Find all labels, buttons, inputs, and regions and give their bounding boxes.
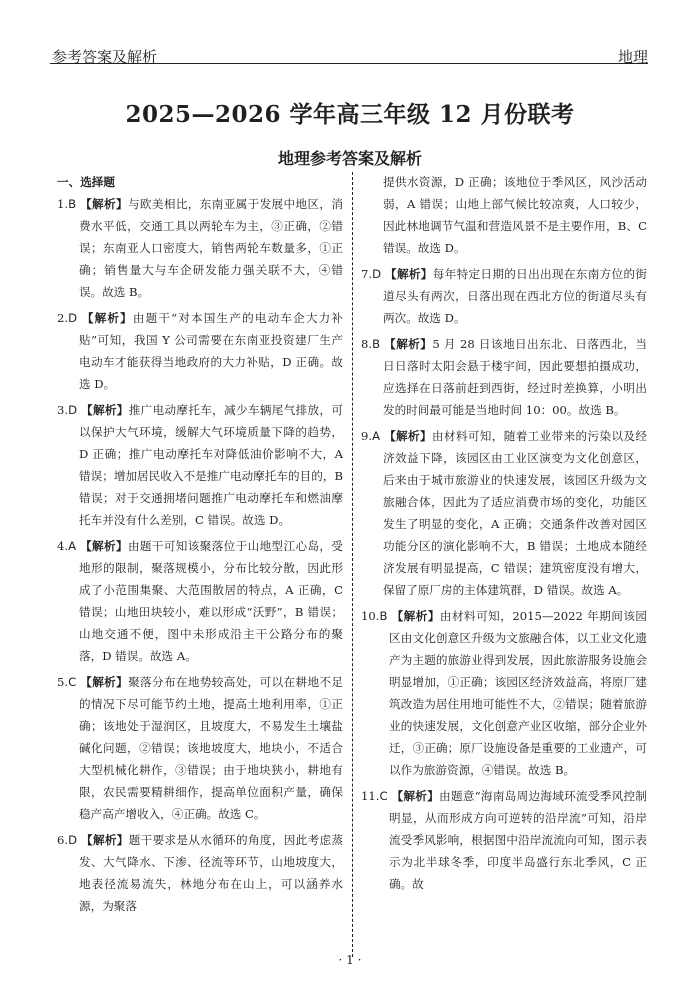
answer-item-6: 6.D 【解析】题干要求是从水循环的角度，因此考虑蒸发、大气降水、下渗、径流等环节，山地坡度大，地表径流易流失，林地分布在山上，可以涵养水源，为聚落	[57, 833, 343, 913]
analysis-text: 由题干“对本国生产的电动车企大力补贴”可知，我国 Y 公司需要在东南亚投资建厂生产电动车才能获得当地政府的大力补贴，D 正确。故选 D。	[79, 311, 343, 391]
analysis-tag: 【解析】	[80, 197, 128, 211]
column-divider	[352, 172, 353, 957]
answer-item-10: 10.B 【解析】由材料可知，2015—2022 年期间该园区由文化创意区升级为文旅融合体，以工业文化遗产为主题的旅游业得到发展，因此旅游服务设施会明显增加，①正确；该园区经济效益高，将原厂建筑改造为居住用地可能性不大，②错误；随着旅游业的快速发展，文化创意产业区收缩，部分企业外迁，③正确；原厂设施设备是重要的工业遗产，可以作为旅游资源，④错误。故选 B。	[361, 609, 647, 777]
answer-choice: B	[68, 197, 77, 211]
analysis-tag: 【解析】	[391, 789, 440, 803]
answer-choice: B	[372, 337, 381, 351]
analysis-tag: 【解析】	[385, 267, 433, 281]
analysis-text: 每年特定日期的日出出现在东南方位的街道尽头有两次，日落出现在西北方位的街道尽头有两次。故选 D。	[383, 267, 647, 325]
answer-item-1: 1.B 【解析】与欧美相比，东南亚属于发展中地区，消费水平低，交通工具以两轮车为主，③正确，②错误；东南亚人口密度大，销售两轮车数量多，①正确；销售量大与车企研发能力强关联不大，④错误。故选 B。	[57, 197, 343, 299]
answer-item-8: 8.B 【解析】5 月 28 日该地日出东北、日落西北，当日日落时太阳会悬于楼宇间，因此要想拍摄成功，应选择在日落前赶到西街，经过时差换算，小明出发的时间最可能是当地时间 10：00。故选 B。	[361, 337, 648, 417]
analysis-tag: 【解析】	[81, 833, 129, 847]
answer-choice: D	[68, 833, 77, 847]
answer-item-5: 5.C 【解析】聚落分布在地势较高处，可以在耕地不足的情况下尽可能节约土地，提高土地利用率，①正确；该地处于湿润区，且坡度大，不易发生土壤盐碱化问题，②错误；该地坡度大，地块小，不适合大型机械化耕作，③错误；由于地块狭小，耕地有限，农民需要精耕细作，提高单位面积产量，确保稳产高产增收入，④正确。故选 C。	[57, 675, 343, 821]
analysis-text: 与欧美相比，东南亚属于发展中地区，消费水平低，交通工具以两轮车为主，③正确，②错误；东南亚人口密度大，销售两轮车数量多，①正确；销售量大与车企研发能力强关联不大，④错误。故选 B。	[79, 197, 343, 299]
analysis-tag: 【解析】	[384, 429, 432, 443]
header-subject: 地理	[617, 48, 648, 66]
analysis-text: 由题干可知该聚落位于山地型江心岛，受地形的限制，聚落规模小，分布比较分散，因此形成了小范围集聚、大范围散居的特点，A 正确，C 错误；山地田块较小，难以形成“沃野”，B 错误；山地交通不便，图中未形成沿主干公路分布的聚落，D 错误。故选 A。	[79, 539, 343, 663]
analysis-text: 由材料可知，随着工业带来的污染以及经济效益下降，该园区由工业区演变为文化创意区，后来由于城市旅游业的快速发展，该园区升级为文旅融合体，因此为了适应消费市场的变化，功能区发生了明显的变化，A 正确；交通条件改善对园区功能分区的演化影响不大，B 错误；土地成本随经济发展有明显提高，C 错误；建筑密度没有增大，保留了原厂房的主体建筑群，D 错误。故选 A。	[383, 429, 647, 597]
analysis-text: 提供水资源，D 正确；该地位于季风区，风沙活动弱，A 错误；山地上部气候比较凉爽，人口较少，因此林地调节气温和营造风景不是主要作用，B、C 错误。故选 D。	[383, 175, 647, 255]
answer-choice: A	[68, 539, 76, 553]
answer-item-7: 7.D 【解析】每年特定日期的日出出现在东南方位的街道尽头有两次，日落出现在西北方位的街道尽头有两次。故选 D。	[361, 267, 647, 325]
analysis-tag: 【解析】	[81, 311, 133, 325]
answer-item-3: 3.D 【解析】推广电动摩托车，减少车辆尾气排放，可以保护大气环境，缓解大气环境质量下降的趋势，D 正确；推广电动摩托车对降低油价影响不大，A 错误；增加居民收入不是推广电动摩托车的目的，B 错误；对于交通拥堵问题推广电动摩托车和燃油摩托车并没有什么差别，C 错误。故选 D。	[57, 403, 343, 527]
answer-choice: D	[68, 311, 77, 325]
answer-choice: B	[379, 609, 388, 623]
answer-choice: D	[372, 267, 381, 281]
page-title: 2025—2026 学年高三年级 12 月份联考	[125, 101, 575, 128]
analysis-text: 聚落分布在地势较高处，可以在耕地不足的情况下尽可能节约土地，提高土地利用率，①正确；该地处于湿润区，且坡度大，不易发生土壤盐碱化问题，②错误；该地坡度大，地块小，不适合大型机械化耕作，③错误；由于地块狭小，耕地有限，农民需要精耕细作，提高单位面积产量，确保稳产高产增收入，④正确。故选 C。	[79, 675, 343, 821]
header-left-text: 参考答案及解析	[52, 48, 158, 66]
analysis-text: 由题意“海南岛周边海域环流受季风控制明显，从而形成方向可逆转的沿岸流”可知，沿岸流受季风影响，根据图中沿岸流流向可知，图示表示为北半球冬季，印度半岛盛行东北季风，C 正确。故	[389, 789, 647, 891]
running-header	[50, 0, 648, 64]
answer-choice: D	[68, 403, 77, 417]
section-heading: 一、选择题	[57, 175, 115, 189]
analysis-tag: 【解析】	[81, 403, 129, 417]
analysis-tag: 【解析】	[80, 539, 128, 553]
right-column	[361, 171, 647, 899]
analysis-tag: 【解析】	[80, 675, 129, 689]
analysis-tag: 【解析】	[384, 337, 433, 351]
answer-choice: A	[372, 429, 380, 443]
answer-choice: C	[379, 789, 388, 803]
answer-item-9: 9.A 【解析】由材料可知，随着工业带来的污染以及经济效益下降，该园区由工业区演变为文化创意区，后来由于城市旅游业的快速发展，该园区升级为文旅融合体，因此为了适应消费市场的变化，功能区发生了明显的变化，A 正确；交通条件改善对园区功能分区的演化影响不大，B 错误；土地成本随经济发展有明显提高，C 错误；建筑密度没有增大，保留了原厂房的主体建筑群，D 错误。故选 A。	[361, 429, 647, 597]
answer-item-4: 4.A 【解析】由题干可知该聚落位于山地型江心岛，受地形的限制，聚落规模小，分布比较分散，因此形成了小范围集聚、大范围散居的特点，A 正确，C 错误；山地田块较小，难以形成“沃野”，B 错误；山地交通不便，图中未形成沿主干公路分布的聚落，D 错误。故选 A。	[57, 539, 343, 663]
analysis-tag: 【解析】	[391, 609, 440, 623]
answer-choice: C	[68, 675, 77, 689]
left-column	[57, 171, 343, 921]
analysis-text: 题干要求是从水循环的角度，因此考虑蒸发、大气降水、下渗、径流等环节，山地坡度大，地表径流易流失，林地分布在山上，可以涵养水源，为聚落	[79, 833, 343, 913]
page-subtitle: 地理参考答案及解析	[277, 149, 422, 168]
answer-item-6-continued	[361, 171, 647, 259]
analysis-text: 由材料可知，2015—2022 年期间该园区由文化创意区升级为文旅融合体，以工业文化遗产为主题的旅游业得到发展，因此旅游服务设施会明显增加，①正确；该园区经济效益高，将原厂建筑改造为居住用地可能性不大，②错误；随着旅游业的快速发展，文化创意产业区收缩，部分企业外迁，③正确；原厂设施设备是重要的工业遗产，可以作为旅游资源，④错误。故选 B。	[389, 609, 647, 777]
analysis-text: 推广电动摩托车，减少车辆尾气排放，可以保护大气环境，缓解大气环境质量下降的趋势，D 正确；推广电动摩托车对降低油价影响不大，A 错误；增加居民收入不是推广电动摩托车的目的，B 错误；对于交通拥堵问题推广电动摩托车和燃油摩托车并没有什么差别，C 错误。故选 D。	[79, 403, 343, 527]
answer-item-11: 11.C 【解析】由题意“海南岛周边海域环流受季风控制明显，从而形成方向可逆转的沿岸流”可知，沿岸流受季风影响，根据图中沿岸流流向可知，图示表示为北半球冬季，印度半岛盛行东北季风，C 正确。故	[361, 789, 647, 891]
answer-item-2: 2.D 【解析】由题干“对本国生产的电动车企大力补贴”可知，我国 Y 公司需要在东南亚投资建厂生产电动车才能获得当地政府的大力补贴，D 正确。故选 D。	[57, 311, 343, 391]
analysis-text: 5 月 28 日该地日出东北、日落西北，当日日落时太阳会悬于楼宇间，因此要想拍摄成功，应选择在日落前赶到西街，经过时差换算，小明出发的时间最可能是当地时间 10：00。故选 B。	[383, 337, 648, 417]
page-number: · 1 ·	[338, 953, 362, 967]
